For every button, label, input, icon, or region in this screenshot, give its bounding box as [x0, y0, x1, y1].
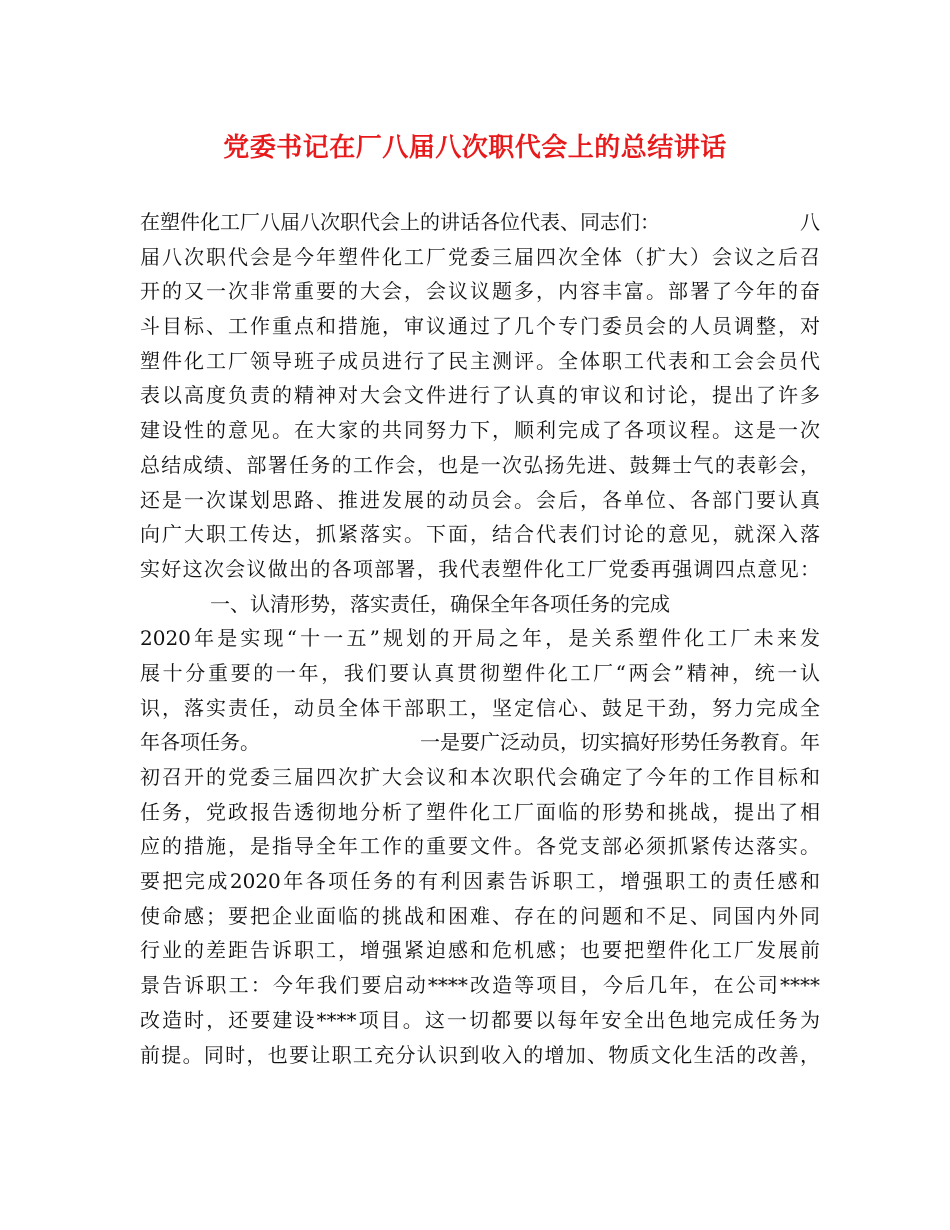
text-line: 一、认清形势，落实责任，确保全年各项任务的完成	[210, 591, 670, 616]
text-line: 初召开的党委三届四次扩大会议和本次职代会确定了今年的工作目标和	[140, 765, 820, 789]
text-line: 开的又一次非常重要的大会，会议议题多，内容丰富。部署了今年的奋	[140, 279, 820, 304]
text-line: 应的措施，是指导全年工作的重要文件。各党支部必须抓紧传达落实。	[140, 834, 820, 859]
document-title: 党委书记在厂八届八次职代会上的总结讲话	[223, 133, 727, 163]
text-line: 向广大职工传达，抓紧落实。下面，结合代表们讨论的意见，就深入落	[140, 522, 820, 547]
text-line: 斗目标、工作重点和措施，审议通过了几个专门委员会的人员调整，对	[140, 314, 820, 339]
text-line-start: 在塑件化工厂八届八次职代会上的讲话各位代表、同志们：	[140, 210, 660, 234]
text-line: 建设性的意见。在大家的共同努力下，顺利完成了各项议程。这是一次	[140, 418, 820, 443]
text-line-end: 一是要广泛动员，切实搞好形势任务教育。年	[420, 730, 820, 755]
text-line	[140, 725, 820, 760]
text-line-end: 八	[800, 210, 820, 234]
text-line: 行业的差距告诉职工，增强紧迫感和危机感；也要把塑件化工厂发展前	[140, 938, 820, 963]
document-body	[140, 205, 820, 1072]
text-line: 表以高度负责的精神对大会文件进行了认真的审议和讨论，提出了许多	[140, 383, 820, 408]
text-line-start: 年各项任务。	[140, 730, 260, 755]
text-line: 识，落实责任，动员全体干部职工，坚定信心、鼓足干劲，努力完成全	[140, 695, 820, 720]
text-line: 前提。同时，也要让职工充分认识到收入的增加、物质文化生活的改善，	[140, 1042, 820, 1067]
text-line: 总结成绩、部署任务的工作会，也是一次弘扬先进、鼓舞士气的表彰会，	[140, 452, 820, 477]
text-line: 改造时，还要建设****项目。这一切都要以每年安全出色地完成任务为	[140, 1007, 820, 1032]
text-line: 景告诉职工：今年我们要启动****改造等项目，今后几年，在公司****	[140, 973, 820, 998]
text-line: 2020年是实现“十一五”规划的开局之年，是关系塑件化工厂未来发	[140, 626, 820, 651]
text-line: 要把完成2020年各项任务的有利因素告诉职工，增强职工的责任感和	[140, 869, 820, 894]
text-line: 实好这次会议做出的各项部署，我代表塑件化工厂党委再强调四点意见：	[140, 556, 820, 581]
text-line: 届八次职代会是今年塑件化工厂党委三届四次全体（扩大）会议之后召	[140, 244, 820, 269]
text-line: 展十分重要的一年，我们要认真贯彻塑件化工厂“两会”精神，统一认	[140, 660, 820, 685]
text-line: 任务，党政报告透彻地分析了塑件化工厂面临的形势和挑战，提出了相	[140, 799, 820, 824]
text-line: 还是一次谋划思路、推进发展的动员会。会后，各单位、各部门要认真	[140, 487, 820, 512]
text-line: 塑件化工厂领导班子成员进行了民主测评。全体职工代表和工会会员代	[140, 348, 820, 373]
text-line: 使命感；要把企业面临的挑战和困难、存在的问题和不足、同国内外同	[140, 903, 820, 928]
text-line	[140, 205, 820, 240]
